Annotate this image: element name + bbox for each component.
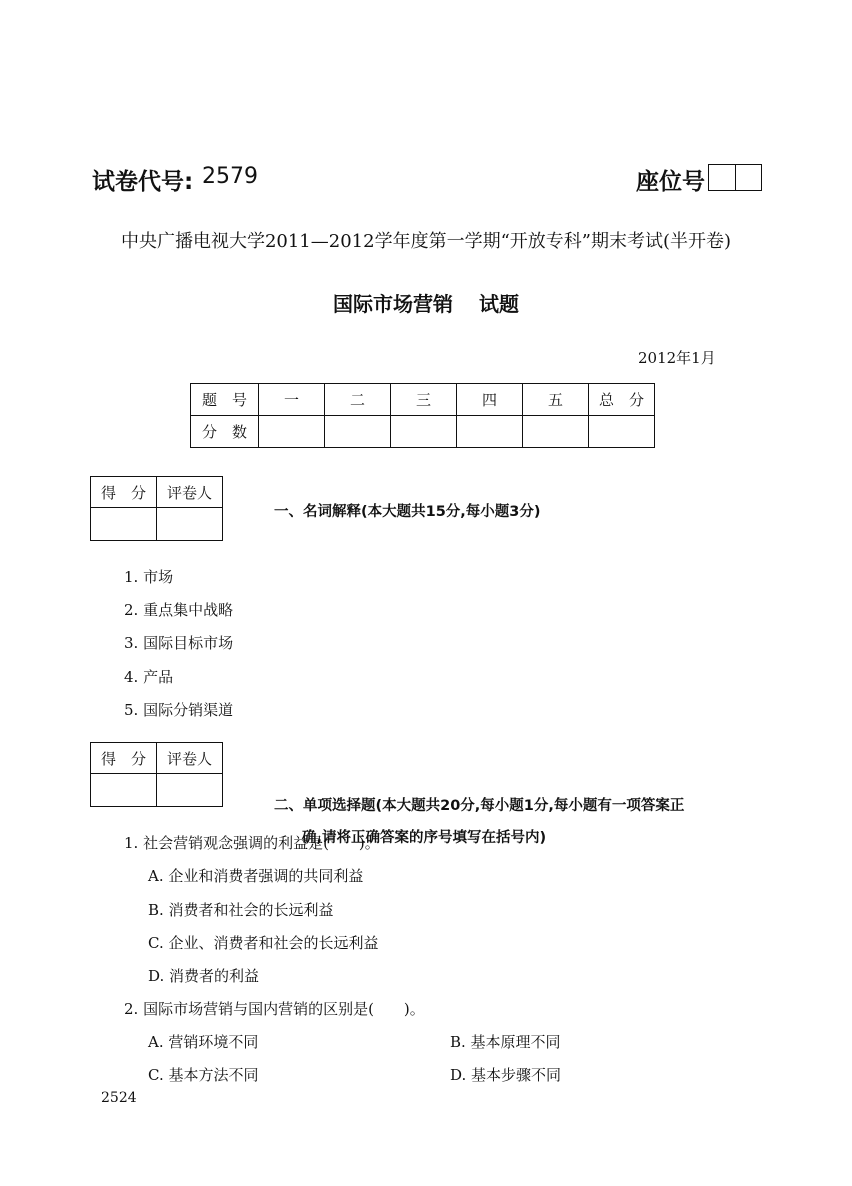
grader-name-label: 评卷人 xyxy=(157,477,223,508)
section1-item: 3. 国际目标市场 xyxy=(124,634,234,652)
score-cell xyxy=(391,416,457,448)
grader-box-section2 xyxy=(90,742,223,807)
section1-item: 5. 国际分销渠道 xyxy=(124,701,234,719)
section1-item: 2. 重点集中战略 xyxy=(124,601,234,619)
score-table xyxy=(190,383,655,448)
question-1-option: B. 消费者和社会的长远利益 xyxy=(148,901,334,919)
exam-code-number: 2579 xyxy=(202,164,258,189)
score-cell xyxy=(325,416,391,448)
page-number: 2524 xyxy=(101,1090,137,1106)
grader-score-cell xyxy=(91,774,157,807)
score-cell xyxy=(457,416,523,448)
grader-score-cell xyxy=(91,508,157,541)
exam-date: 2012年1月 xyxy=(638,349,716,367)
question-1-stem: 1. 社会营销观念强调的利益是( )。 xyxy=(124,834,380,852)
score-header-cell: 五 xyxy=(523,384,589,416)
subject-name: 国际市场营销 xyxy=(333,292,453,316)
section1-title: 一、名词解释(本大题共15分,每小题3分) xyxy=(274,504,541,520)
score-header-cell: 一 xyxy=(259,384,325,416)
score-header-cell: 二 xyxy=(325,384,391,416)
grader-box-section1 xyxy=(90,476,223,541)
grader-score-label: 得 分 xyxy=(91,743,157,774)
score-header-cell: 三 xyxy=(391,384,457,416)
grader-name-cell xyxy=(157,774,223,807)
subject-suffix: 试题 xyxy=(479,292,519,316)
seat-box xyxy=(735,165,762,190)
score-table-header-row xyxy=(191,384,655,416)
grader-name-label: 评卷人 xyxy=(157,743,223,774)
question-2-option: D. 基本步骤不同 xyxy=(450,1066,562,1084)
question-2-option: B. 基本原理不同 xyxy=(450,1033,561,1051)
score-cell xyxy=(589,416,655,448)
exam-name: 中央广播电视大学2011—2012学年度第一学期“开放专科”期末考试(半开卷) xyxy=(120,231,732,252)
seat-number-boxes xyxy=(708,164,762,191)
score-header-label: 题 号 xyxy=(191,384,259,416)
question-1-option: D. 消费者的利益 xyxy=(148,967,260,985)
score-row-label: 分 数 xyxy=(191,416,259,448)
exam-code-label: 试卷代号: xyxy=(92,169,194,195)
seat-box xyxy=(709,165,735,190)
grader-name-cell xyxy=(157,508,223,541)
question-2-option: A. 营销环境不同 xyxy=(148,1033,259,1051)
question-1-option: C. 企业、消费者和社会的长远利益 xyxy=(148,934,379,952)
question-1-option: A. 企业和消费者强调的共同利益 xyxy=(148,867,364,885)
section1-item: 4. 产品 xyxy=(124,668,174,686)
score-table-score-row xyxy=(191,416,655,448)
seat-number-label: 座位号 xyxy=(636,169,705,195)
score-header-cell: 四 xyxy=(457,384,523,416)
section1-item: 1. 市场 xyxy=(124,568,174,586)
section2-title-line2: 确,请将正确答案的序号填写在括号内) xyxy=(302,830,547,846)
section2-title-line1: 二、单项选择题(本大题共20分,每小题1分,每小题有一项答案正 xyxy=(274,798,685,814)
question-2-stem: 2. 国际市场营销与国内营销的区别是( )。 xyxy=(124,1000,425,1018)
question-2-option: C. 基本方法不同 xyxy=(148,1066,259,1084)
exam-title xyxy=(0,288,852,317)
score-header-total: 总 分 xyxy=(589,384,655,416)
grader-score-label: 得 分 xyxy=(91,477,157,508)
score-cell xyxy=(523,416,589,448)
score-cell xyxy=(259,416,325,448)
